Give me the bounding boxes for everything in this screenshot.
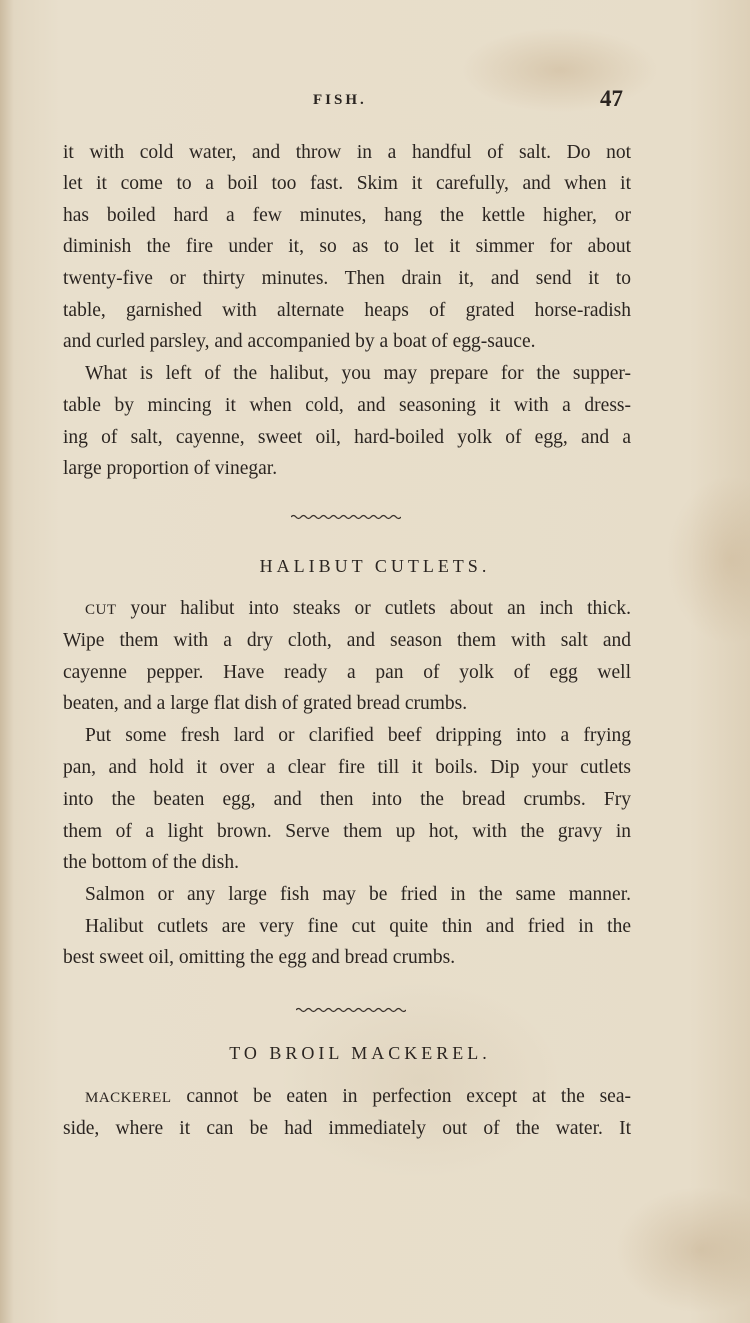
text-line: ing of salt, cayenne, sweet oil, hard-boiled yolk of egg, and a [63,427,631,448]
text-line: and curled parsley, and accompanied by a boat of egg-sauce. [63,331,536,352]
text-line: best sweet oil, omitting the egg and bread crumbs. [63,947,456,968]
lead-word: CUT [85,602,117,618]
text-line: pan, and hold it over a clear fire till it boils. Dip your cutlets [63,757,631,778]
section-heading: HALIBUT CUTLETS. [259,556,491,576]
text-line: What is left of the halibut, you may prepare for the supper- [85,363,631,384]
text-line: it with cold water, and throw in a handful of salt. Do not [63,142,631,163]
text-line-rest: your halibut into steaks or cutlets about an inch thick. [116,598,631,619]
text-line [85,595,631,624]
text-line: cayenne pepper. Have ready a pan of yolk of egg well [63,662,631,683]
section-heading: TO BROIL MACKEREL. [229,1043,491,1063]
text-line: large proportion of vinegar. [63,458,278,479]
text-line: Salmon or any large fish may be fried in the same manner. [85,884,631,905]
lead-word: MACKEREL [85,1090,172,1106]
text-line: Halibut cutlets are very fine cut quite thin and fried in the [85,916,631,937]
text-line: has boiled hard a few minutes, hang the kettle higher, or [63,205,631,226]
wavy-rule [296,1006,406,1014]
text-line: Wipe them with a dry cloth, and season them with salt and [63,630,631,651]
text-line: Put some fresh lard or clarified beef dripping into a frying [85,725,631,746]
text-line: beaten, and a large flat dish of grated bread crumbs. [63,693,468,714]
text-line-rest: cannot be eaten in perfection except at the sea- [171,1086,631,1107]
section-title: FISH. [313,92,367,108]
text-line: into the beaten egg, and then into the bread crumbs. Fry [63,789,631,810]
text-line: the bottom of the dish. [63,852,240,873]
text-line: table, garnished with alternate heaps of grated horse-radish [63,300,631,321]
text-line: table by mincing it when cold, and seasoning it with a dress- [63,395,631,416]
text-line: let it come to a boil too fast. Skim it carefully, and when it [63,173,631,194]
text-line: twenty-five or thirty minutes. Then drain it, and send it to [63,268,631,289]
text-line: them of a light brown. Serve them up hot, with the gravy in [63,821,631,842]
text-line: diminish the fire under it, so as to let it simmer for about [63,236,631,257]
page-number: 47 [600,86,623,111]
running-head [0,86,750,120]
text-line: side, where it can be had immediately out of the water. It [63,1118,631,1139]
wavy-rule [291,513,401,521]
text-line [85,1083,631,1112]
